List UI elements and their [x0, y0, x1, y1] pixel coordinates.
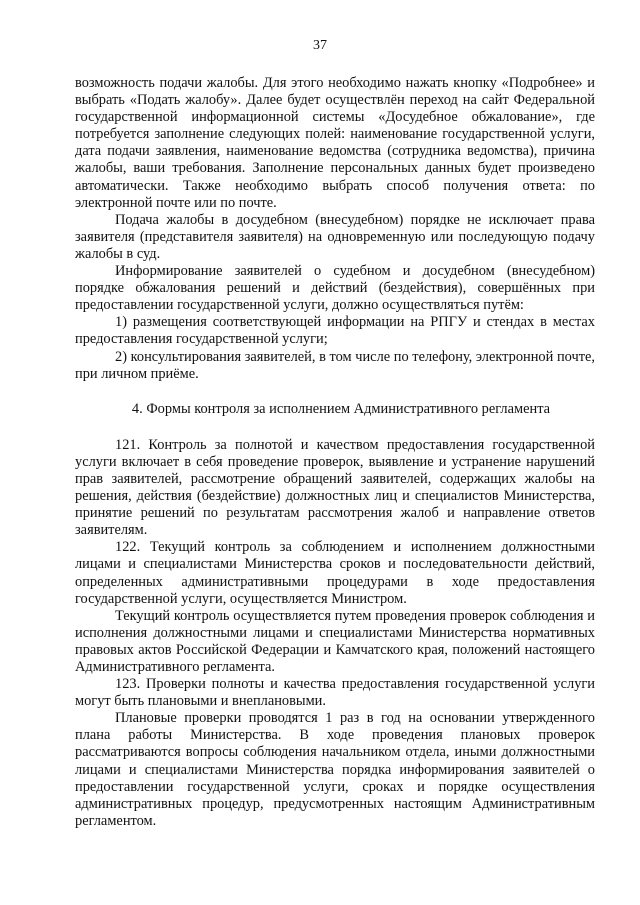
paragraph-informing-applicants: Информирование заявителей о судебном и досудебном (внесудебном) порядке обжалования решений и действий (бездействия), совершённых при предоставлении государственной услуги, должно осуществляться путём: [75, 263, 595, 314]
paragraph-123: 123. Проверки полноты и качества предоставления государственной услуги могут быть плановыми и внеплановыми. [75, 676, 595, 710]
paragraph-planned-inspections: Плановые проверки проводятся 1 раз в год на основании утвержденного плана работы Министерства. В ходе проведения плановых проверок рассматриваются вопросы соблюдения начальником отдела, иными должностными лицами и специалистами Министерства порядка информирования заявителей о предоставлении государственной услуги, сроках и порядке осуществления административных процедур, предусмотренных настоящим Административным регламентом. [75, 710, 595, 829]
paragraph-current-control: Текущий контроль осуществляется путем проведения проверок соблюдения и исполнения должностными лицами и специалистами Министерства нормативных правовых актов Российской Федерации и Камчатского края, положений настоящего Административного регламента. [75, 607, 595, 675]
list-item-2: 2) консультирования заявителей, в том числе по телефону, электронной почте, при личном приёме. [75, 348, 595, 382]
section-heading: 4. Формы контроля за исполнением Административного регламента [131, 400, 551, 417]
paragraph-122: 122. Текущий контроль за соблюдением и исполнением должностными лицами и специалистами Министерства сроков и последовательности действий, определенных административными процедурами в ходе предоставления государственной услуги, осуществляется Министром. [75, 539, 595, 607]
paragraph-121: 121. Контроль за полнотой и качеством предоставления государственной услуги включает в себя проведение проверок, выявление и устранение нарушений прав заявителей, рассмотрение обращений заявителей, содержащих жалобы на решения, действия (бездействие) должностных лиц и специалистов Министерства, принятие решений по результатам рассмотрения жалоб и направление ответов заявителям. [75, 436, 595, 539]
list-item-1: 1) размещения соответствующей информации на РПГУ и стендах в местах предоставления государственной услуги; [75, 314, 595, 348]
page-number: 37 [313, 38, 327, 53]
paragraph-pretrial-complaint: Подача жалобы в досудебном (внесудебном) порядке не исключает права заявителя (представителя заявителя) на одновременную или последующую подачу жалобы в суд. [75, 211, 595, 262]
document-body [75, 75, 595, 830]
paragraph-complaint-procedure: возможность подачи жалобы. Для этого необходимо нажать кнопку «Подробнее» и выбрать «Подать жалобу». Далее будет осуществлён переход на сайт Федеральной государственной информационной системы «Досудебное обжалование», где потребуется заполнение следующих полей: наименование государственной услуги, дата подачи заявления, наименование ведомства (сотрудника ведомства), причина жалобы, ваши требования. Заполнение персональных данных будет произведено автоматически. Также необходимо выбрать способ получения ответа: по электронной почте или по почте. [75, 75, 595, 211]
